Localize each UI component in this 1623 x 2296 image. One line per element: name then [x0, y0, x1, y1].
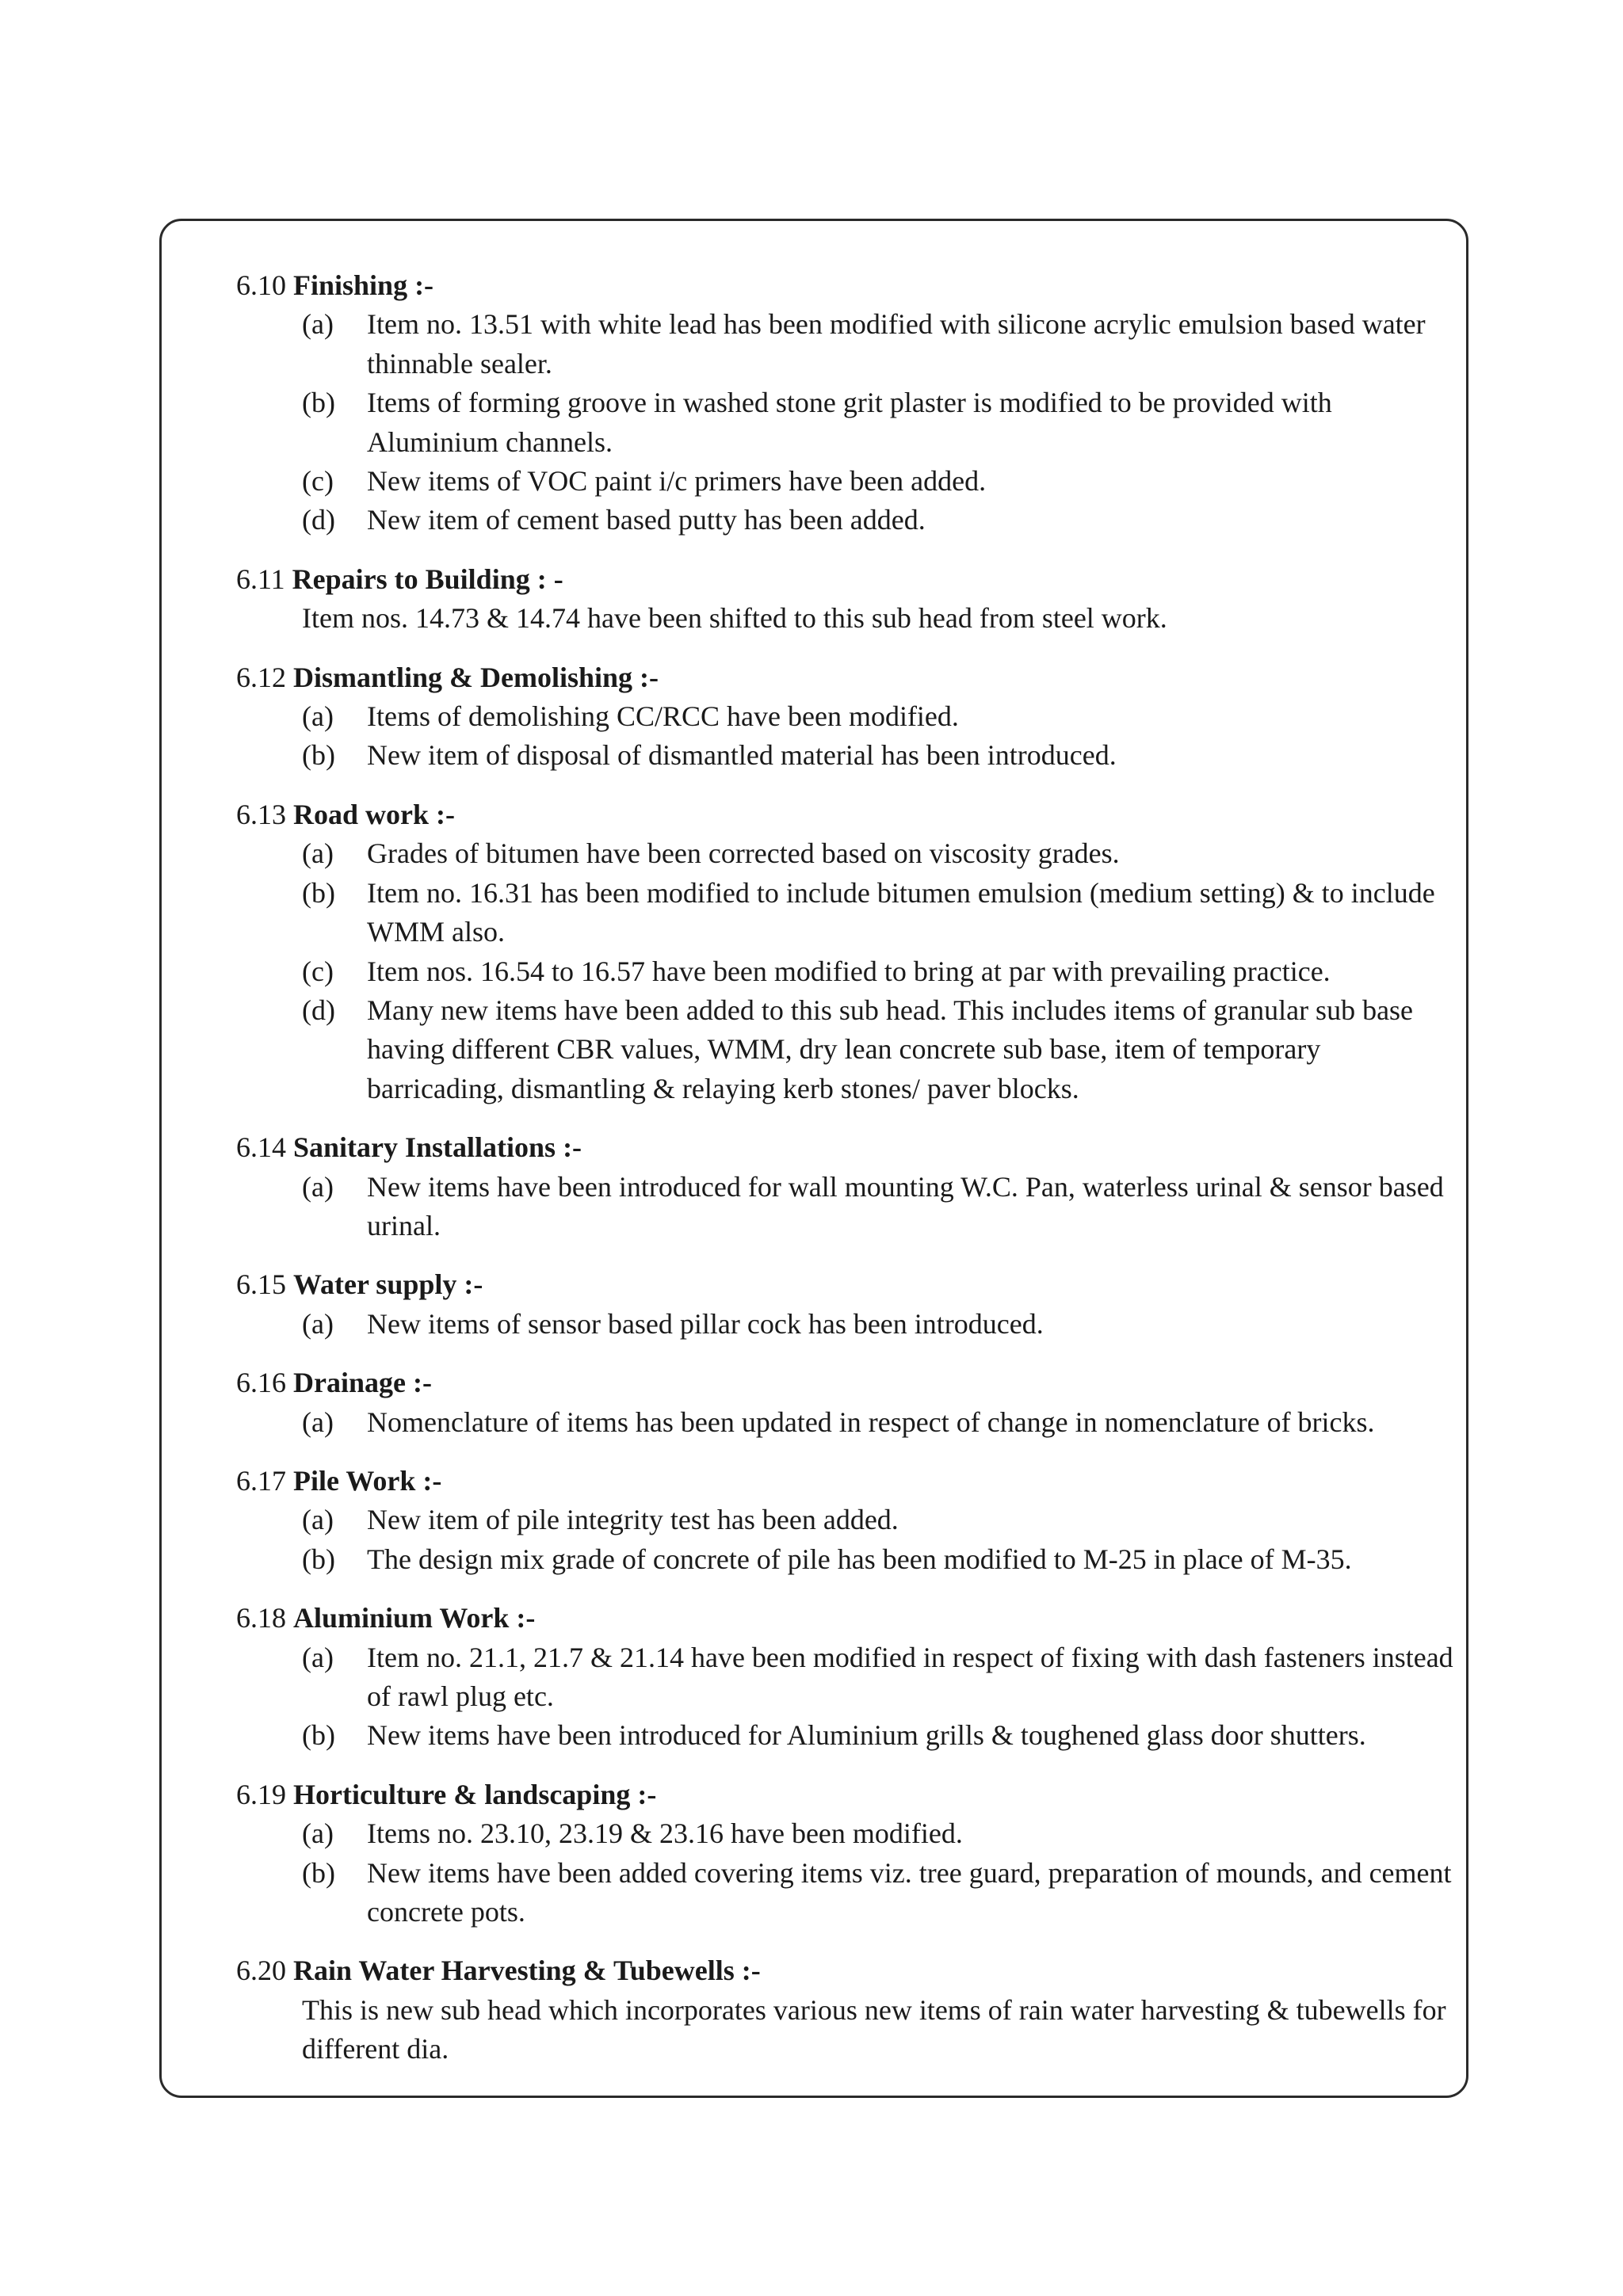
- section-6-14: [236, 1128, 1461, 1245]
- item-text: The design mix grade of concrete of pile has been modified to M-25 in place of M-35.: [367, 1543, 1352, 1575]
- list-item: [236, 736, 1461, 775]
- section-number: 6.14: [236, 1131, 286, 1164]
- document-body: [236, 266, 1461, 2069]
- section-title: Dismantling & Demolishing :-: [293, 661, 659, 693]
- item-label: (a): [302, 1170, 334, 1203]
- section-title: Water supply :-: [293, 1268, 483, 1301]
- section-6-12: [236, 658, 1461, 776]
- section-number: 6.11: [236, 563, 285, 595]
- item-text: Many new items have been added to this sub head. This includes items of granular sub base having different CBR values, WMM, dry lean concrete sub base, item of temporary barricading, dismantling & relaying kerb stones/ paver blocks.: [367, 994, 1414, 1104]
- section-number: 6.19: [236, 1778, 286, 1810]
- item-label: (a): [302, 1817, 334, 1850]
- item-label: (c): [302, 465, 334, 498]
- item-label: (b): [302, 1856, 335, 1889]
- item-text: Grades of bitumen have been corrected based on viscosity grades.: [367, 837, 1120, 870]
- item-label: (b): [302, 739, 335, 772]
- section-6-15: [236, 1265, 1461, 1344]
- list-item: [236, 305, 1461, 383]
- list-item: [236, 1501, 1461, 1539]
- section-heading: [236, 1462, 1461, 1501]
- item-text: New item of pile integrity test has been added.: [367, 1504, 899, 1536]
- item-text: New items have been added covering items viz. tree guard, preparation of mounds, and cement concrete pots.: [367, 1856, 1452, 1928]
- item-label: (b): [302, 387, 335, 419]
- section-number: 6.17: [236, 1464, 286, 1497]
- section-number: 6.13: [236, 798, 286, 830]
- item-label: (b): [302, 876, 335, 909]
- section-title: Pile Work :-: [293, 1464, 442, 1497]
- item-text: Item no. 13.51 with white lead has been modified with silicone acrylic emulsion based water thinnable sealer.: [367, 308, 1426, 379]
- section-title: Repairs to Building : -: [292, 563, 563, 595]
- list-item: [236, 834, 1461, 873]
- section-heading: [236, 266, 1461, 305]
- item-text: Items of demolishing CC/RCC have been modified.: [367, 700, 959, 733]
- item-label: (a): [302, 1504, 334, 1536]
- item-label: (d): [302, 994, 335, 1026]
- item-text: New items have been introduced for Aluminium grills & toughened glass door shutters.: [367, 1719, 1366, 1752]
- section-title: Aluminium Work :-: [293, 1602, 536, 1634]
- list-item: [236, 1403, 1461, 1442]
- section-title: Sanitary Installations :-: [293, 1131, 582, 1164]
- section-heading: [236, 1951, 1461, 1990]
- item-label: (a): [302, 700, 334, 733]
- item-text: New items of sensor based pillar cock has been introduced.: [367, 1307, 1044, 1340]
- list-item: [236, 1814, 1461, 1853]
- item-label: (b): [302, 1543, 335, 1575]
- section-heading: [236, 1363, 1461, 1402]
- section-paragraph: This is new sub head which incorporates various new items of rain water harvesting & tubewells for different dia.: [302, 1993, 1446, 2065]
- section-6-19: [236, 1775, 1461, 1932]
- item-label: (d): [302, 504, 335, 536]
- section-6-17: [236, 1462, 1461, 1579]
- item-label: (a): [302, 837, 334, 870]
- list-item: [236, 1716, 1461, 1755]
- section-heading: [236, 1265, 1461, 1304]
- item-label: (b): [302, 1719, 335, 1752]
- item-text: Items of forming groove in washed stone grit plaster is modified to be provided with Aluminium channels.: [367, 387, 1332, 458]
- item-label: (a): [302, 1307, 334, 1340]
- list-item: [236, 952, 1461, 991]
- item-text: Items no. 23.10, 23.19 & 23.16 have been modified.: [367, 1817, 963, 1850]
- section-number: 6.18: [236, 1602, 286, 1634]
- list-item: [236, 697, 1461, 736]
- list-item: [236, 1638, 1461, 1717]
- section-heading: [236, 1599, 1461, 1638]
- section-title: Finishing :-: [293, 269, 434, 301]
- list-item: [236, 1305, 1461, 1344]
- section-number: 6.16: [236, 1367, 286, 1399]
- item-text: New items have been introduced for wall mounting W.C. Pan, waterless urinal & sensor based urinal.: [367, 1170, 1444, 1241]
- item-label: (a): [302, 1405, 334, 1438]
- section-heading: [236, 1128, 1461, 1167]
- item-text: Item no. 21.1, 21.7 & 21.14 have been modified in respect of fixing with dash fasteners instead of rawl plug etc.: [367, 1641, 1453, 1712]
- section-heading: [236, 795, 1461, 834]
- list-item: [236, 874, 1461, 952]
- list-item: [236, 383, 1461, 462]
- section-number: 6.12: [236, 661, 286, 693]
- section-title: Drainage :-: [293, 1367, 432, 1399]
- section-6-11: [236, 560, 1461, 639]
- item-text: Item no. 16.31 has been modified to include bitumen emulsion (medium setting) & to include WMM also.: [367, 876, 1435, 948]
- item-text: Nomenclature of items has been updated in respect of change in nomenclature of bricks.: [367, 1405, 1375, 1438]
- section-title: Rain Water Harvesting & Tubewells :-: [293, 1955, 761, 1987]
- section-paragraph: Item nos. 14.73 & 14.74 have been shifted to this sub head from steel work.: [302, 602, 1167, 635]
- item-text: New item of cement based putty has been added.: [367, 504, 926, 536]
- list-item: [236, 1168, 1461, 1246]
- item-label: (a): [302, 1641, 334, 1673]
- section-6-16: [236, 1363, 1461, 1442]
- item-label: (c): [302, 955, 334, 987]
- section-heading: [236, 1775, 1461, 1814]
- item-text: New items of VOC paint i/c primers have been added.: [367, 465, 987, 498]
- section-number: 6.15: [236, 1268, 286, 1301]
- item-label: (a): [302, 308, 334, 341]
- list-item: [236, 501, 1461, 540]
- list-item: [236, 1854, 1461, 1932]
- list-item: [236, 991, 1461, 1108]
- section-heading: [236, 560, 1461, 599]
- list-item: [236, 1540, 1461, 1579]
- section-number: 6.10: [236, 269, 286, 301]
- section-6-13: [236, 795, 1461, 1108]
- section-6-10: [236, 266, 1461, 540]
- section-title: Horticulture & landscaping :-: [293, 1778, 657, 1810]
- section-heading: [236, 658, 1461, 697]
- section-number: 6.20: [236, 1955, 286, 1987]
- section-6-18: [236, 1599, 1461, 1756]
- section-title: Road work :-: [293, 798, 455, 830]
- list-item: [236, 462, 1461, 501]
- item-text: Item nos. 16.54 to 16.57 have been modified to bring at par with prevailing practice.: [367, 955, 1331, 987]
- section-6-20: [236, 1951, 1461, 2069]
- item-text: New item of disposal of dismantled material has been introduced.: [367, 739, 1117, 772]
